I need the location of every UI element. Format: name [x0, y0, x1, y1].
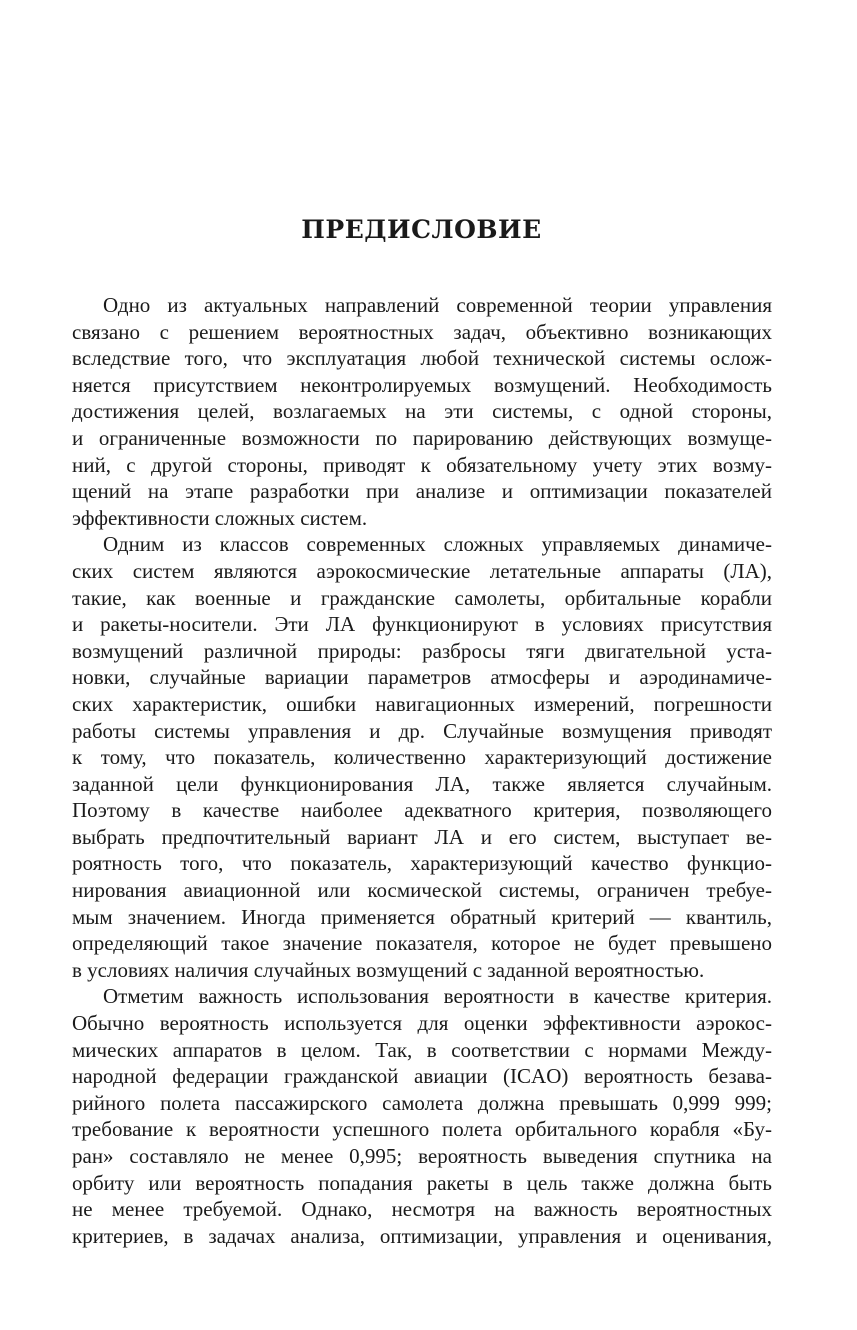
text-line: ских систем являются аэрокосмические летательные аппараты (ЛА), — [72, 558, 772, 583]
text-line: ских характеристик, ошибки навигационных измерений, погрешности — [72, 691, 772, 716]
preface-body — [72, 292, 772, 1249]
page-title: ПРЕДИСЛОВИЕ — [301, 215, 542, 244]
text-line: и ограниченные возможности по парированию действующих возмуще- — [72, 425, 772, 450]
text-line: орбиту или вероятность попадания ракеты в цель также должна быть — [72, 1170, 772, 1195]
text-line: нирования авиационной или космической системы, ограничен требуе- — [72, 878, 772, 903]
text-line: выбрать предпочтительный вариант ЛА и его систем, выступает ве- — [72, 824, 772, 849]
text-line: мым значением. Иногда применяется обратный критерий — квантиль, — [72, 904, 772, 929]
text-line: новки, случайные вариации параметров атмосферы и аэродинамиче- — [72, 665, 772, 690]
text-line: народной федерации гражданской авиации (ICAO) вероятность безава- — [72, 1064, 772, 1089]
text-line: няется присутствием неконтролируемых возмущений. Необходимость — [72, 372, 772, 397]
text-line: рийного полета пассажирского самолета должна превышать 0,999 999; — [72, 1090, 772, 1115]
paragraph-2 — [72, 531, 772, 983]
text-line: работы системы управления и др. Случайные возмущения приводят — [72, 718, 772, 743]
text-line: мических аппаратов в целом. Так, в соответствии с нормами Между- — [72, 1037, 772, 1062]
text-line: заданной цели функционирования ЛА, также является случайным. — [72, 771, 772, 796]
text-line: Одно из актуальных направлений современной теории управления — [103, 293, 772, 317]
text-line: Поэтому в качестве наиболее адекватного критерия, позволяющего — [72, 798, 772, 823]
text-line: Обычно вероятность используется для оценки эффективности аэрокос- — [72, 1011, 772, 1036]
text-line: к тому, что показатель, количественно характеризующий достижение — [72, 745, 772, 770]
text-line: критериев, в задачах анализа, оптимизации, управления и оценивания, — [72, 1223, 772, 1248]
text-line: и ракеты-носители. Эти ЛА функционируют в условиях присутствия — [72, 612, 772, 637]
text-line: ран» составляло не менее 0,995; вероятность выведения спутника на — [72, 1144, 772, 1168]
text-line: в условиях наличия случайных возмущений с заданной вероятностью. — [72, 957, 705, 982]
text-line: вследствие того, что эксплуатация любой технической системы ослож- — [72, 346, 772, 371]
text-line: щений на этапе разработки при анализе и оптимизации показателей — [72, 479, 772, 504]
text-line: такие, как военные и гражданские самолеты, орбитальные корабли — [72, 585, 772, 610]
text-line: достижения целей, возлагаемых на эти системы, с одной стороны, — [72, 399, 772, 424]
text-line: требование к вероятности успешного полета орбитального корабля «Бу- — [72, 1117, 772, 1142]
text-line: не менее требуемой. Однако, несмотря на важность вероятностных — [72, 1197, 772, 1222]
text-line: Одним из классов современных сложных управляемых динамиче- — [103, 532, 772, 557]
text-line: эффективности сложных систем. — [72, 505, 368, 530]
text-line: определяющий такое значение показателя, которое не будет превышено — [72, 931, 772, 956]
paragraph-3 — [72, 983, 772, 1249]
text-line: роятность того, что показатель, характеризующий качество функцио- — [72, 851, 772, 876]
text-line: ний, с другой стороны, приводят к обязательному учету этих возму- — [72, 452, 772, 477]
text-line: связано с решением вероятностных задач, объективно возникающих — [72, 319, 772, 344]
text-line: возмущений различной природы: разбросы тяги двигательной уста- — [72, 638, 772, 663]
paragraph-1 — [72, 292, 772, 531]
text-line: Отметим важность использования вероятности в качестве критерия. — [103, 984, 772, 1009]
